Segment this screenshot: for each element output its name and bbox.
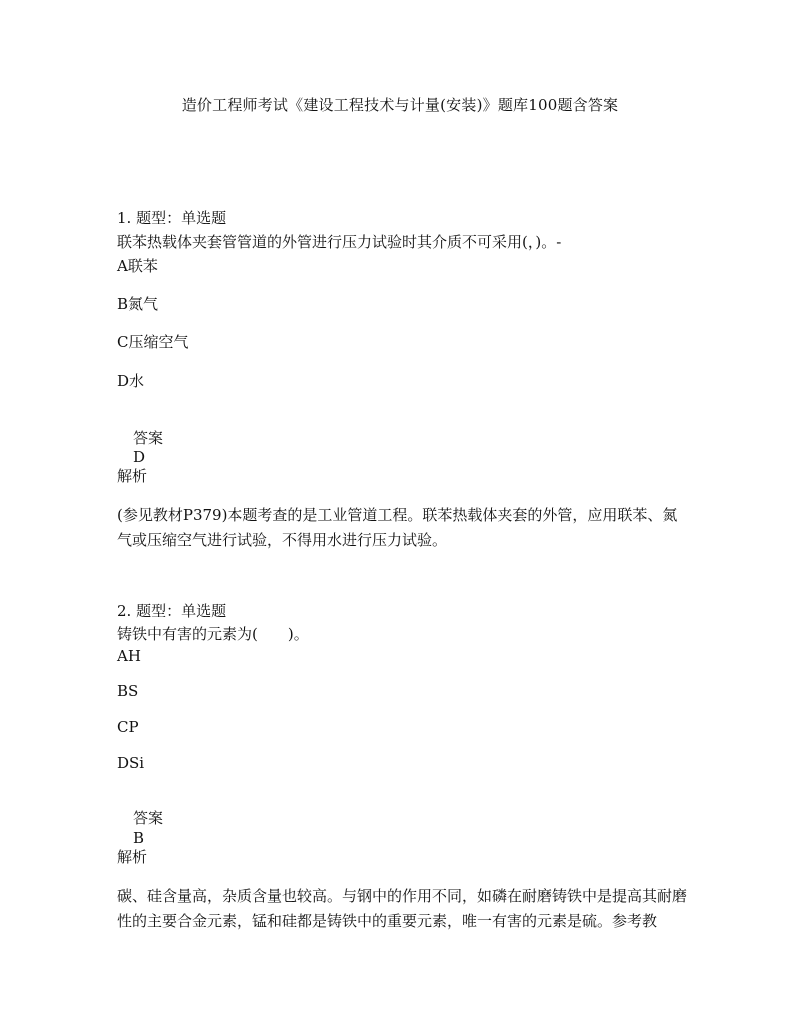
question-1-answer: D bbox=[133, 448, 146, 466]
question-2-option-a: AH bbox=[117, 647, 141, 665]
question-2-header: 2. 题型：单选题 bbox=[117, 602, 227, 620]
question-2-answer: B bbox=[133, 829, 145, 847]
question-1-header: 1. 题型：单选题 bbox=[117, 209, 227, 227]
question-1-analysis: (参见教材P379)本题考查的是工业管道工程。联苯热载体夹套的外管，应用联苯、氮气或压缩空气进行试验，不得用水进行压力试验。 bbox=[117, 506, 678, 549]
question-1-option-a: A联苯 bbox=[117, 257, 158, 275]
question-2-analysis-label: 解析 bbox=[117, 848, 148, 866]
question-2-option-b: BS bbox=[117, 682, 139, 700]
question-1-option-c: C压缩空气 bbox=[117, 333, 189, 351]
question-2-stem: 铸铁中有害的元素为( )。 bbox=[117, 625, 309, 643]
question-1-option-b: B氮气 bbox=[117, 295, 159, 313]
question-1-stem: 联苯热载体夹套管管道的外管进行压力试验时其介质不可采用(，)。- bbox=[117, 233, 562, 251]
question-2-analysis: 碳、硅含量高，杂质含量也较高。与钢中的作用不同，如磷在耐磨铸铁中是提高其耐磨性的主要合金元素，锰和硅都是铸铁中的重要元素，唯一有害的元素是硫。参考教 bbox=[117, 887, 688, 930]
question-1-option-d: D水 bbox=[117, 372, 145, 390]
question-1-answer-label: 答案 bbox=[133, 429, 164, 447]
question-1-analysis-label: 解析 bbox=[117, 467, 148, 485]
question-2-option-d: DSi bbox=[117, 754, 145, 772]
document-title: 造价工程师考试《建设工程技术与计量(安装)》题库100题含答案 bbox=[181, 96, 619, 114]
question-2-option-c: CP bbox=[117, 718, 139, 736]
question-2-answer-label: 答案 bbox=[133, 809, 164, 827]
